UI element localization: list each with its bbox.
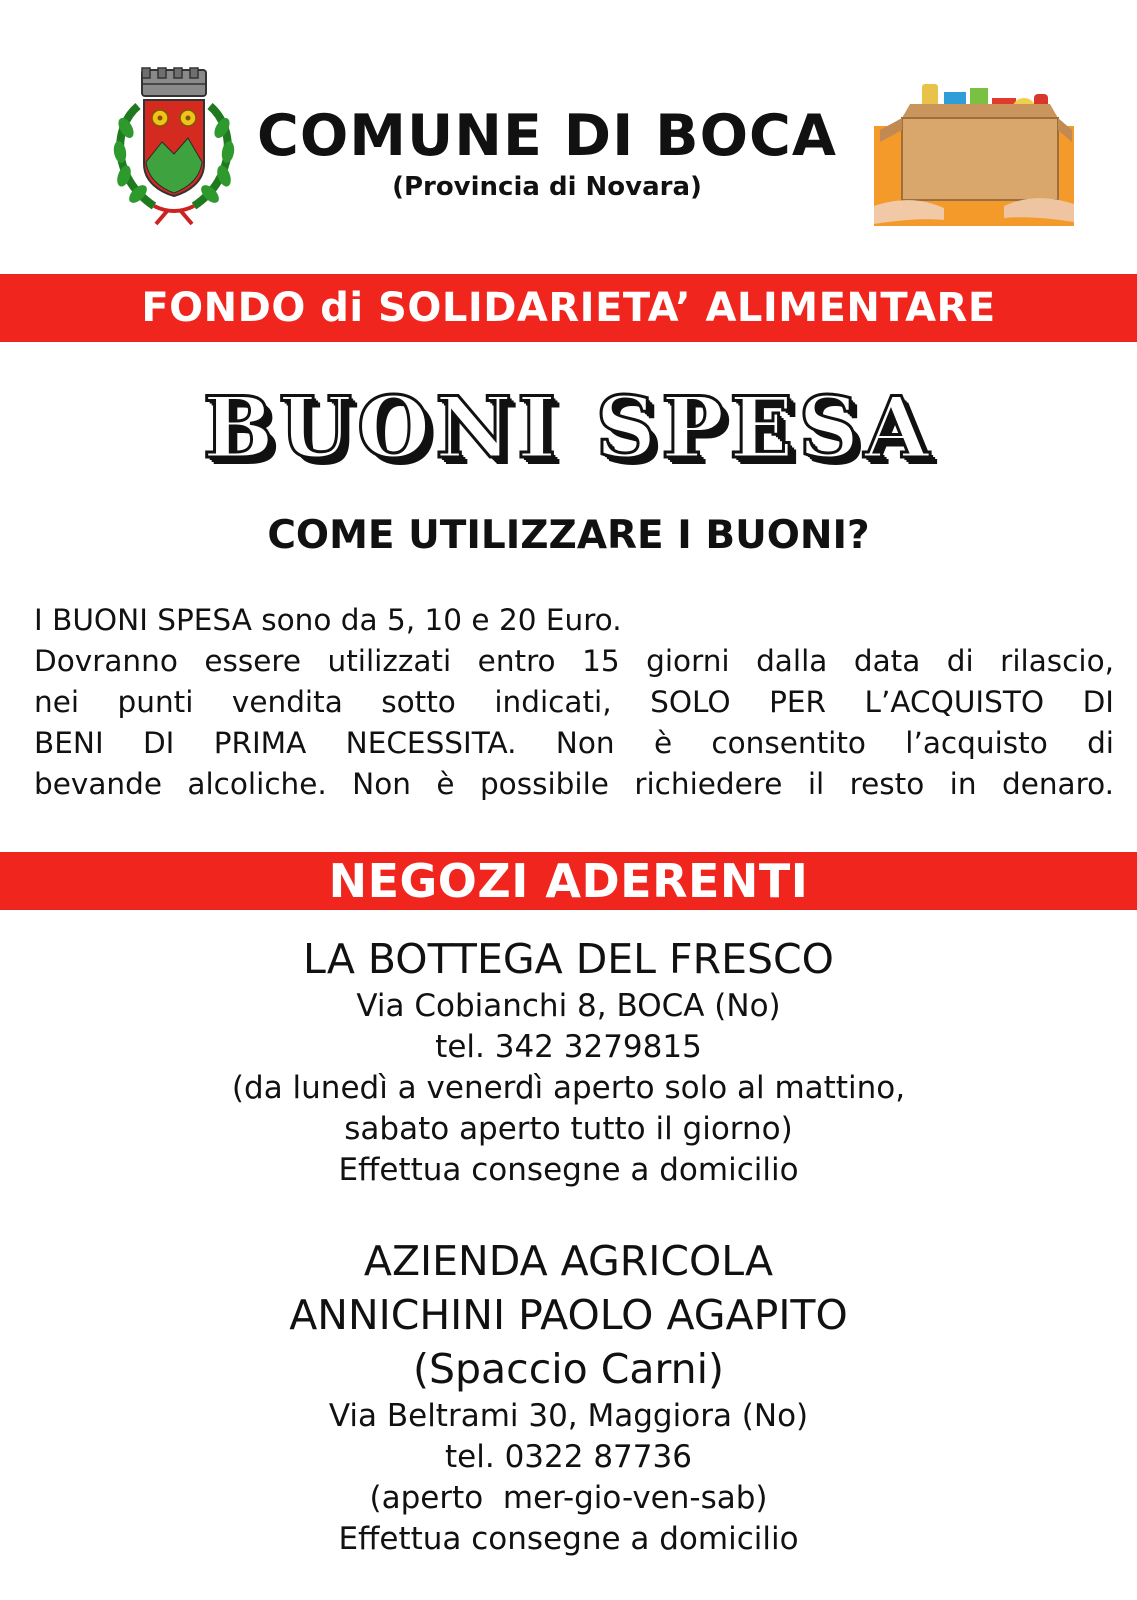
shop-delivery: Effettua consegne a domicilio (338, 1152, 799, 1188)
shop-phone: tel. 0322 87736 (445, 1439, 692, 1475)
intro-line: I BUONI SPESA sono da 5, 10 e 20 Euro. (34, 603, 622, 637)
shop-name: ANNICHINI PAOLO AGAPITO (289, 1291, 848, 1339)
intro-line: bevande alcoliche. Non è possibile richiedere il resto in denaro. (34, 767, 1114, 801)
intro-line: BENI DI PRIMA NECESSITA. Non è consentito l’acquisto di (34, 726, 1114, 760)
shop-hours: (aperto mer-gio-ven-sab) (369, 1480, 768, 1516)
coat-of-arms-icon (108, 66, 240, 226)
shop-hours: sabato aperto tutto il giorno) (344, 1111, 793, 1147)
shop-phone: tel. 342 3279815 (435, 1029, 702, 1065)
participating-shops-banner: NEGOZI ADERENTI (0, 852, 1137, 910)
shop-hours: (da lunedì a venerdì aperto solo al mattino, (231, 1070, 906, 1106)
shop-entry (0, 932, 1137, 1191)
shop-address: Via Cobianchi 8, BOCA (No) (356, 988, 781, 1024)
intro-paragraph (34, 600, 1114, 805)
shop-name: AZIENDA AGRICOLA (363, 1237, 774, 1285)
headline-buoni-spesa: BUONI SPESA (202, 378, 935, 477)
shop-name: LA BOTTEGA DEL FRESCO (303, 935, 834, 983)
food-box-icon (874, 74, 1074, 226)
municipality-title: COMUNE DI BOCA (257, 103, 837, 169)
header (0, 0, 1137, 250)
solidarity-fund-banner: FONDO di SOLIDARIETA’ ALIMENTARE (0, 274, 1137, 342)
shop-entry (0, 1234, 1137, 1560)
shop-delivery: Effettua consegne a domicilio (338, 1521, 799, 1557)
shop-name: (Spaccio Carni) (412, 1345, 725, 1393)
shop-address: Via Beltrami 30, Maggiora (No) (328, 1398, 809, 1434)
how-to-use-heading: COME UTILIZZARE I BUONI? (267, 513, 870, 558)
province-subtitle: (Provincia di Novara) (392, 172, 702, 202)
intro-line: nei punti vendita sotto indicati, SOLO PER L’ACQUISTO DI (34, 685, 1114, 719)
intro-line: Dovranno essere utilizzati entro 15 giorni dalla data di rilascio, (34, 644, 1114, 678)
